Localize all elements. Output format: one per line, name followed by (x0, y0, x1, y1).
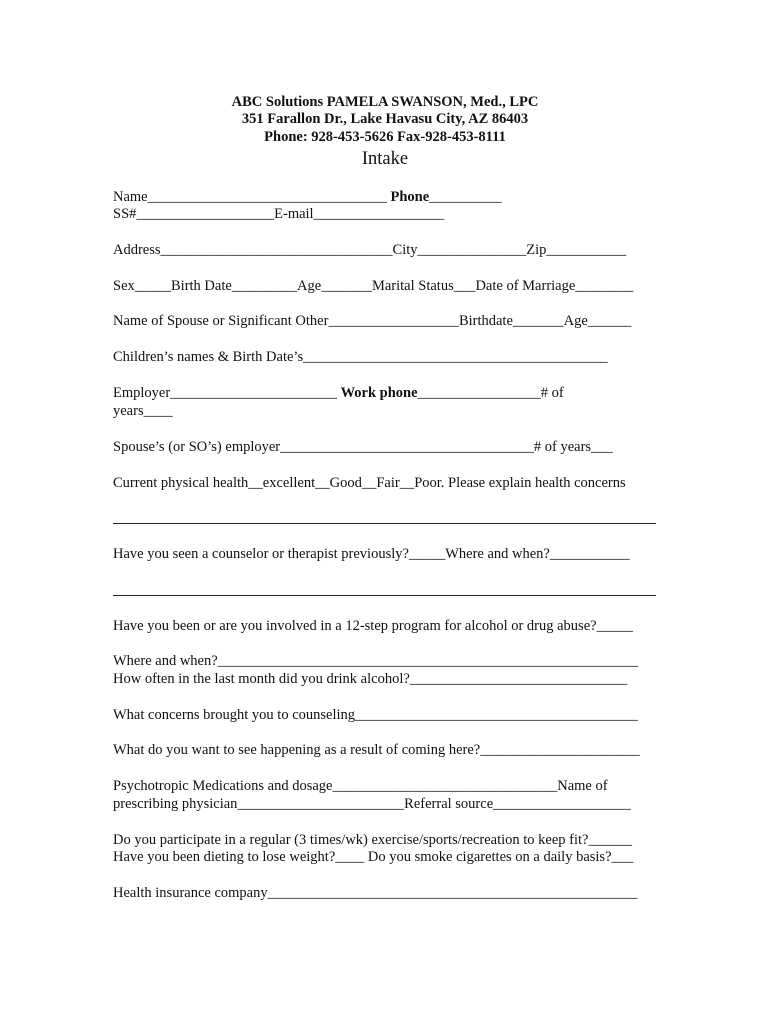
spouse-name-field[interactable]: Name of Spouse or Significant Other__________________Birthdate_______Age______ (113, 313, 632, 329)
employer-row (113, 384, 564, 402)
phone-field[interactable]: __________ (429, 189, 502, 205)
work-phone-field[interactable]: _________________# of (417, 385, 564, 401)
employer-field[interactable]: Employer_______________________ (113, 385, 341, 401)
desired-outcome-field[interactable]: What do you want to see happening as a result of coming here?______________________ (113, 742, 640, 758)
physician-referral-field[interactable]: prescribing physician_______________________Referral source___________________ (113, 796, 631, 812)
header-practice-name: ABC Solutions PAMELA SWANSON, Med., LPC (231, 94, 539, 110)
phone-label: Phone (390, 189, 430, 205)
dieting-smoking-field[interactable]: Have you been dieting to lose weight?____ Do you smoke cigarettes on a daily basis?___ (113, 849, 634, 865)
counseling-concerns-field[interactable]: What concerns brought you to counseling_______________________________________ (113, 707, 638, 723)
counselor-details-blank-line[interactable] (113, 595, 656, 596)
health-insurance-field[interactable]: Health insurance company___________________________________________________ (113, 885, 638, 901)
sex-birthdate-marital-field[interactable]: Sex_____Birth Date_________Age_______Marital Status___Date of Marriage________ (113, 278, 634, 294)
previous-counselor-field[interactable]: Have you seen a counselor or therapist previously?_____Where and when?___________ (113, 546, 630, 562)
health-concerns-blank-line[interactable] (113, 523, 656, 524)
address-city-zip-field[interactable]: Address________________________________City_______________Zip___________ (113, 242, 627, 258)
header-address: 351 Farallon Dr., Lake Havasu City, AZ 86403 (241, 111, 529, 127)
twelve-step-field[interactable]: Have you been or are you involved in a 12-step program for alcohol or drug abuse?_____ (113, 618, 633, 634)
form-title: Intake (361, 149, 409, 169)
physical-health-field[interactable]: Current physical health__excellent__Good__Fair__Poor. Please explain health concerns (113, 475, 626, 491)
header-phone-fax: Phone: 928-453-5626 Fax-928-453-8111 (264, 129, 506, 145)
name-field[interactable]: Name_________________________________ (113, 189, 391, 205)
alcohol-frequency-field[interactable]: How often in the last month did you drink alcohol?______________________________ (113, 671, 628, 687)
ss-email-field[interactable]: SS#___________________E-mail__________________ (113, 206, 445, 222)
work-phone-label: Work phone (340, 385, 418, 401)
children-names-field[interactable]: Children’s names & Birth Date’s__________________________________________ (113, 349, 608, 365)
years-employed-field[interactable]: years____ (113, 403, 173, 419)
exercise-field[interactable]: Do you participate in a regular (3 times/wk) exercise/sports/recreation to keep fit?______ (113, 832, 632, 848)
spouse-employer-field[interactable]: Spouse’s (or SO’s) employer___________________________________# of years___ (113, 439, 613, 455)
name-phone-row (113, 188, 502, 206)
medications-field[interactable]: Psychotropic Medications and dosage_______________________________Name of (113, 778, 608, 794)
where-when-field[interactable]: Where and when?__________________________________________________________ (113, 653, 639, 669)
